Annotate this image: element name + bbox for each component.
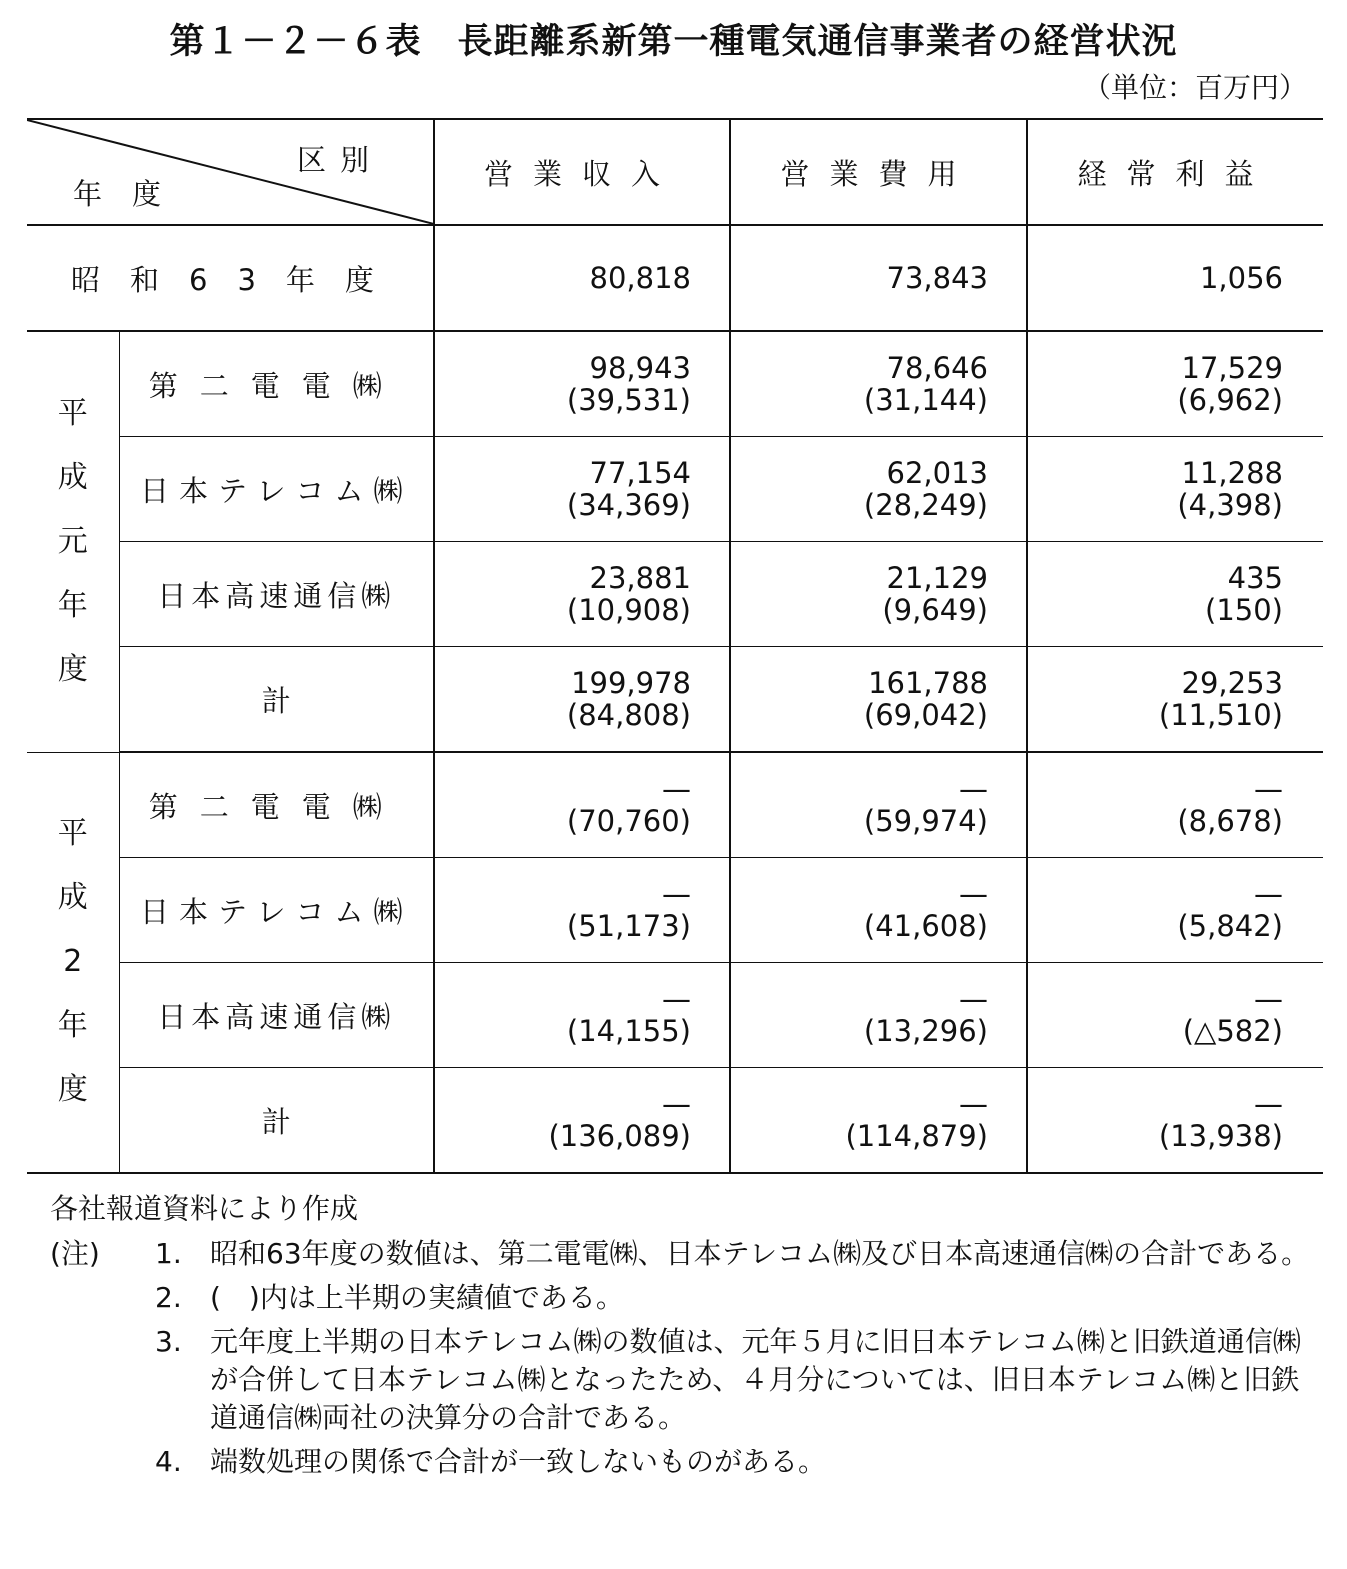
cell-value: 1,056 — [1027, 225, 1323, 331]
table-title: 第１－２－６表 長距離系新第一種電気通信事業者の経営状況 — [169, 22, 1178, 62]
header-row — [27, 119, 1323, 225]
table-row — [27, 752, 1323, 858]
cell-value — [730, 752, 1027, 858]
half-value: (4,398) — [1177, 488, 1283, 522]
cell-value — [434, 752, 730, 858]
cell-value — [730, 542, 1027, 647]
half-value: (150) — [1205, 593, 1283, 627]
note-item — [50, 1235, 1310, 1273]
annual-value: — — [959, 982, 988, 1016]
cell-value: 73,843 — [730, 225, 1027, 331]
cell-value — [434, 963, 730, 1068]
note-item — [50, 1279, 1310, 1317]
table-row — [27, 331, 1323, 437]
column-header-expenses: 営業費用 — [730, 119, 1027, 225]
half-value: (5,842) — [1177, 909, 1283, 943]
half-value: (69,042) — [863, 698, 988, 732]
cell-value — [1027, 1068, 1323, 1174]
half-value: (51,173) — [566, 909, 691, 943]
cell-value — [730, 858, 1027, 963]
note-text: ( )内は上半期の実績値である。 — [210, 1281, 624, 1314]
half-value: (10,908) — [566, 593, 691, 627]
cell-value — [730, 647, 1027, 753]
diagonal-header-cell — [27, 119, 434, 225]
table-row — [27, 437, 1323, 542]
half-value: (9,649) — [882, 593, 988, 627]
cell-value — [434, 542, 730, 647]
company-name: 第二電電㈱ — [119, 752, 434, 858]
cell-value — [730, 963, 1027, 1068]
cell-value — [730, 1068, 1027, 1174]
notes-section — [50, 1235, 1310, 1487]
cell-value — [730, 437, 1027, 542]
cell-value: 80,818 — [434, 225, 730, 331]
half-value: (8,678) — [1177, 804, 1283, 838]
half-value: (28,249) — [863, 488, 988, 522]
table-row-total — [27, 1068, 1323, 1174]
cell-value — [730, 331, 1027, 437]
half-value: (31,144) — [863, 383, 988, 417]
annual-value: — — [662, 877, 691, 911]
annual-value: — — [959, 1087, 988, 1121]
table-row — [27, 225, 1323, 331]
cell-value — [1027, 858, 1323, 963]
half-value: (136,089) — [548, 1119, 691, 1153]
total-label: 計 — [119, 1068, 434, 1174]
cell-value — [434, 647, 730, 753]
row-label-showa63: 昭和63年度 — [27, 225, 434, 331]
year-label-heisei2 — [27, 752, 119, 1173]
note-number: 2. — [155, 1281, 182, 1314]
half-value: (14,155) — [566, 1014, 691, 1048]
half-value: (11,510) — [1158, 698, 1283, 732]
note-text: 昭和63年度の数値は、第二電電㈱、日本テレコム㈱及び日本高速通信㈱の合計である。 — [210, 1237, 1310, 1270]
annual-value: 29,253 — [1181, 666, 1283, 700]
annual-value: 17,529 — [1181, 351, 1283, 385]
source-note: 各社報道資料により作成 — [50, 1192, 359, 1225]
company-name: 第二電電㈱ — [119, 331, 434, 437]
half-value: (39,531) — [566, 383, 691, 417]
annual-value: — — [1254, 1087, 1283, 1121]
note-text: 端数処理の関係で合計が一致しないものがある。 — [210, 1445, 827, 1478]
half-value: (6,962) — [1177, 383, 1283, 417]
annual-value: 62,013 — [886, 456, 988, 490]
year-label-text: 平成2年度 — [57, 816, 88, 1108]
annual-value: 21,129 — [886, 561, 988, 595]
annual-value: 161,788 — [868, 666, 988, 700]
cell-value — [1027, 437, 1323, 542]
note-number: 3. — [155, 1325, 182, 1358]
half-value: (13,938) — [1158, 1119, 1283, 1153]
year-label-heisei1 — [27, 331, 119, 752]
half-value: (114,879) — [845, 1119, 988, 1153]
annual-value: — — [959, 772, 988, 806]
annual-value: — — [1254, 982, 1283, 1016]
table-row — [27, 858, 1323, 963]
annual-value: — — [662, 1087, 691, 1121]
note-item — [50, 1443, 1310, 1481]
annual-value: — — [662, 982, 691, 1016]
annual-value: 23,881 — [589, 561, 691, 595]
cell-value — [434, 437, 730, 542]
annual-value: 78,646 — [886, 351, 988, 385]
half-value: (59,974) — [863, 804, 988, 838]
note-item — [50, 1323, 1310, 1437]
cell-value — [1027, 963, 1323, 1068]
annual-value: 98,943 — [589, 351, 691, 385]
company-name: 日本テレコム㈱ — [119, 437, 434, 542]
table-row — [27, 963, 1323, 1068]
note-number: 4. — [155, 1445, 182, 1478]
half-value: (84,808) — [566, 698, 691, 732]
annual-value: — — [1254, 772, 1283, 806]
half-value: (34,369) — [566, 488, 691, 522]
annual-value: — — [1254, 877, 1283, 911]
column-header-profit: 経常利益 — [1027, 119, 1323, 225]
cell-value — [434, 1068, 730, 1174]
annual-value: 77,154 — [589, 456, 691, 490]
annual-value: 435 — [1227, 561, 1283, 595]
company-name: 日本高速通信㈱ — [119, 963, 434, 1068]
half-value: (△582) — [1182, 1014, 1283, 1048]
cell-value — [434, 858, 730, 963]
cell-value — [1027, 647, 1323, 753]
table-row — [27, 542, 1323, 647]
half-value: (13,296) — [863, 1014, 988, 1048]
cell-value — [1027, 752, 1323, 858]
company-name: 日本テレコム㈱ — [119, 858, 434, 963]
cell-value — [434, 331, 730, 437]
cell-value — [1027, 542, 1323, 647]
header-kubetsu: 区別 — [296, 143, 383, 177]
table-row-total — [27, 647, 1323, 753]
header-nendo: 年度 — [73, 177, 192, 211]
half-value: (70,760) — [566, 804, 691, 838]
half-value: (41,608) — [863, 909, 988, 943]
note-text: 元年度上半期の日本テレコム㈱の数値は、元年５月に旧日本テレコム㈱と旧鉄道通信㈱が合併して日本テレコム㈱となったため、４月分については、旧日本テレコム㈱と旧鉄道通信㈱両社の決算分の合計である。 — [210, 1325, 1301, 1434]
company-name: 日本高速通信㈱ — [119, 542, 434, 647]
total-label: 計 — [119, 647, 434, 753]
note-number: 1. — [155, 1237, 182, 1270]
management-table — [27, 118, 1323, 1174]
column-header-revenue: 営業収入 — [434, 119, 730, 225]
year-label-text: 平成元年度 — [57, 395, 88, 687]
cell-value — [1027, 331, 1323, 437]
annual-value: 11,288 — [1181, 456, 1283, 490]
notes-label: (注) — [50, 1237, 100, 1270]
unit-label: （単位：百万円） — [1082, 71, 1307, 104]
annual-value: — — [959, 877, 988, 911]
annual-value: 199,978 — [571, 666, 691, 700]
annual-value: — — [662, 772, 691, 806]
